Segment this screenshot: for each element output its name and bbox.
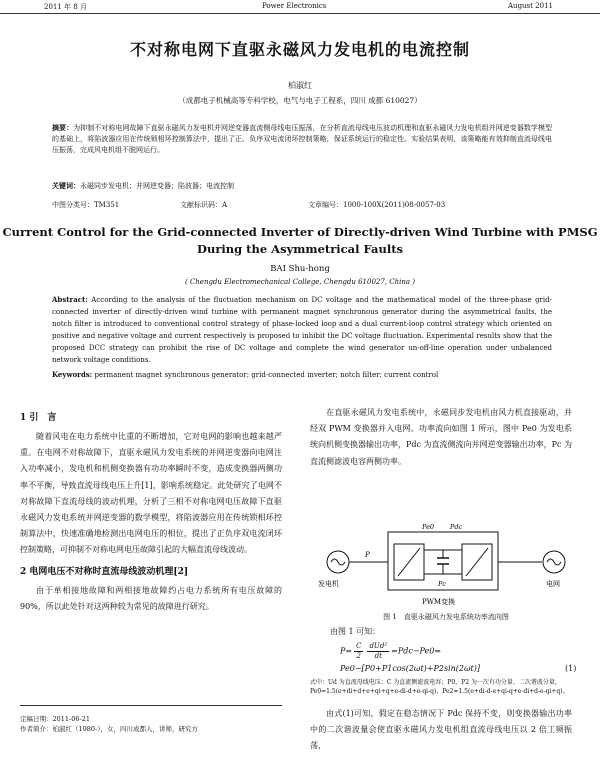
article-number: 文章编号：1000-100X(2011)08-0057-03 <box>308 201 446 209</box>
p-in-label: Pe0 <box>422 523 435 531</box>
section-1-paragraph: 随着风电在电力系统中比重的不断增加，它对电网的影响也越来越严重。在电网不对称故障下，直驱永磁风力发电系统的并网逆变器向电网注入功率减小，发电机和机侧变换器有功功率瞬时不变，造成变换器两侧功率不平衡，导致直流母线电压上升[1]，影响系统稳定。此处研究了电网不对称故障下直流母线的波动机理，分析了三相不对称电网电压故障下直驱永磁风力发电系统并网逆变器的数学模型，将陷波器应用在传统锁相环控制算法中，快速准确地检测出电网电压的相位，提出了正负序双电流闭环控制策略，可抑制不对称电网电压故障引起的大幅直流母线波动。 <box>20 432 282 555</box>
header-journal: Power Electronics <box>262 2 327 10</box>
affiliation-cn: （成都电子机械高等专科学校，电气与电子工程系，四川 成都 610027） <box>178 96 422 105</box>
author-bio: 作者简介：柏淑红（1980-），女，四川成都人，讲师，研究方 <box>20 725 198 733</box>
analysis-paragraph: 由式(1)可知，假定在稳态情况下 Pdc 保持不变，则变换器输出功率中的二次谐波量会使直驱永磁风力发电机组直流母线电压以 2 倍工频振荡， <box>310 709 572 751</box>
section-1-heading: 1 引 言 <box>20 413 57 423</box>
eq1-den: dt <box>374 652 382 660</box>
equation-1-line1: P= C 2 $\frac{\text{dUd²}}{dt} =Pdc-Pe0=$ <box>340 642 442 660</box>
author-cn: 柏淑红 <box>288 81 312 90</box>
section-2-paragraph: 由于单相接地故障和两相接地故障约占电力系统所有电压故障的 90%，所以此处针对这两种较为常见的故障进行研究。 <box>20 585 282 611</box>
generator-label: 发电机 <box>318 580 339 588</box>
abstract-cn-text: 为抑制不对称电网故障下直驱永磁风力发电机并网逆变器直流侧母线电压振荡，在分析直流母线电压波动机理和直驱永磁风力发电机组并网逆变器数学模型的基础上，将陷波器应用在传统锁相环控制算法中，提出了正、负序双电流闭环控制策略，保证系统运行的稳定性。实验结果表明，该策略能有效抑制直流母线电压振荡，完成风电机组不脱网运行。 <box>52 124 553 154</box>
keywords-en-text: permanent magnet synchronous generator; grid-connected inverter; notch filter; current control <box>94 371 439 379</box>
right-column-continued <box>310 706 572 755</box>
eq1-fraction-d <box>367 642 389 661</box>
header-date-cn: 2011 年 8 月 <box>44 3 87 11</box>
eq1-rhs: =Pdc−Pe0= <box>391 646 442 656</box>
power-in-label: P <box>365 551 370 559</box>
inverter-diag <box>466 548 488 576</box>
doc-code: 文献标识码：A <box>180 201 228 209</box>
converter-label: PWM变换 <box>422 598 456 606</box>
abstract-en <box>52 294 552 366</box>
clc-number: 中图分类号：TM351 <box>52 201 120 209</box>
header-date-en: August 2011 <box>508 2 553 10</box>
paper-title-cn: 不对称电网下直驱永磁风力发电机的电流控制 <box>129 40 470 59</box>
running-header <box>0 0 600 14</box>
rectifier-diag <box>398 548 420 576</box>
eq1-fraction-c: C 2 <box>356 642 362 660</box>
abstract-en-text: According to the analysis of the fluctuation mechanism on DC voltage and the mathematical model of the three-phase grid-connected inverter of directly-driven wind turbine with permanent magnet synchronous generator during the asymmetrical faults, the notch filter is introduced to conventional control strategy of phase-locked loop and a dual current-loop control strategy which oriented on positive and negative voltage and current respectively is proposed to inhibit the DC voltage fluctuation. Experimental results show that the proposed DCC strategy can prohibit the rise of DC voltage and complete the wind generator un-off-line operation under unbalanced network voltage conditions. <box>52 296 552 364</box>
p-mid-label: Pc <box>438 580 447 588</box>
generator-wave <box>331 559 345 565</box>
section-2-heading: 2 电网电压不对称时直流母线波动机理[2] <box>20 566 189 577</box>
abstract-cn-label: 摘要： <box>52 123 74 132</box>
keywords-en <box>52 369 552 381</box>
eq1-lhs: P <box>340 646 346 656</box>
keywords-cn-text: 永磁同步发电机；并网逆变器；陷波器；电流控制 <box>80 182 234 190</box>
right-column-intro <box>310 405 572 470</box>
keywords-cn-label: 关键词： <box>52 181 80 190</box>
intro-paragraph: 在直驱永磁风力发电系统中，永磁同步发电机由风力机直接驱动，并经双 PWM 变换器并入电网。功率流向如图 1 所示，图中 Pe0 为发电系统向机侧变换器输出功率，Pdc 为直流侧流向并网逆变器输出功率，Pc 为直流侧滤波电容两侧功率。 <box>310 408 572 466</box>
equation-number: (1) <box>565 664 577 673</box>
keywords-cn <box>52 180 552 192</box>
abstract-cn <box>52 122 552 156</box>
keywords-en-label: Keywords: <box>52 370 93 379</box>
equation-1-line2: Pe0−[P0+P1cos(2ωt)+P2sin(2ωt)] <box>340 664 480 673</box>
abstract-en-label: Abstract: <box>52 295 88 304</box>
from-figure-text: 由图 1 可知： <box>330 627 381 636</box>
equation-note: 式中：Ud 为直流母线电压；C 为直流侧滤波电容；P0，P2 为一次有功分量、二次谐波分量，Pe0=1.5(e+di+d+e+qi+q+e-di-d+e-qi-q)，Pe2=1.5(e+di-d-e+qi-q+e-di+d-e-qi+q)。 <box>310 679 569 695</box>
affiliation-en: ( Chengdu Electromechanical College, Chengdu 610027, China ) <box>184 278 416 286</box>
author-en: BAI Shu-hong <box>270 264 330 274</box>
footnote <box>20 705 282 734</box>
p-out-label: Pdc <box>450 523 463 531</box>
power-flow-figure <box>310 520 582 612</box>
paper-title-en: Current Control for the Grid-connected Inverter of Directly-driven Wind Turbine with PMSG During the Asymmetrical Faults <box>2 225 598 256</box>
grid-wave <box>547 559 561 565</box>
left-column <box>20 405 282 615</box>
grid-label: 电网 <box>546 580 560 588</box>
figure-caption: 图 1 直驱永磁风力发电系统功率流向图 <box>383 613 509 621</box>
eq1-num: dUd² <box>369 642 388 650</box>
received-date: 定稿日期：2011-06-21 <box>20 715 90 723</box>
